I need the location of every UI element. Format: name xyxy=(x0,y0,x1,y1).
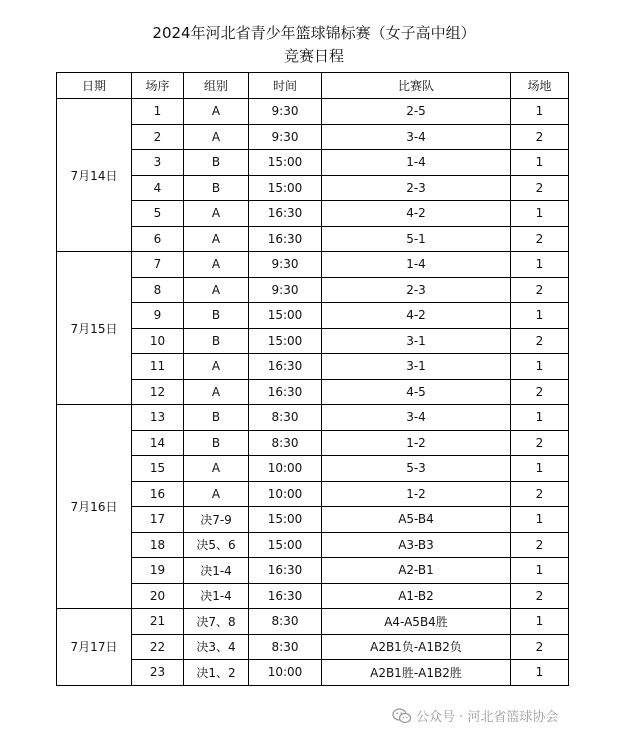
table-row xyxy=(57,124,569,150)
table-row xyxy=(57,226,569,252)
cell-court: 2 xyxy=(511,175,569,201)
cell-seq: 16 xyxy=(132,481,184,507)
cell-seq: 18 xyxy=(132,532,184,558)
schedule-table xyxy=(56,72,569,686)
cell-time: 16:30 xyxy=(249,354,322,380)
cell-group: A xyxy=(184,252,249,278)
cell-seq: 13 xyxy=(132,405,184,431)
cell-seq: 11 xyxy=(132,354,184,380)
cell-teams: 1-2 xyxy=(322,481,511,507)
cell-time: 8:30 xyxy=(249,405,322,431)
cell-group: B xyxy=(184,430,249,456)
cell-time: 8:30 xyxy=(249,430,322,456)
table-body xyxy=(57,99,569,686)
header-seq: 场序 xyxy=(132,73,184,99)
cell-court: 1 xyxy=(511,558,569,584)
cell-group: A xyxy=(184,201,249,227)
cell-court: 2 xyxy=(511,277,569,303)
cell-date: 7月15日 xyxy=(57,252,132,405)
cell-court: 1 xyxy=(511,507,569,533)
cell-court: 1 xyxy=(511,201,569,227)
cell-teams: 1-2 xyxy=(322,430,511,456)
cell-court: 2 xyxy=(511,379,569,405)
table-row xyxy=(57,558,569,584)
cell-group: B xyxy=(184,175,249,201)
table-row xyxy=(57,634,569,660)
cell-teams: 1-4 xyxy=(322,150,511,176)
cell-group: B xyxy=(184,150,249,176)
cell-seq: 12 xyxy=(132,379,184,405)
cell-date: 7月14日 xyxy=(57,99,132,252)
cell-seq: 3 xyxy=(132,150,184,176)
cell-group: B xyxy=(184,405,249,431)
cell-time: 15:00 xyxy=(249,507,322,533)
cell-court: 1 xyxy=(511,660,569,686)
cell-teams: 4-2 xyxy=(322,201,511,227)
cell-teams: 4-5 xyxy=(322,379,511,405)
header-time: 时间 xyxy=(249,73,322,99)
cell-teams: 4-2 xyxy=(322,303,511,329)
cell-time: 15:00 xyxy=(249,150,322,176)
table-row xyxy=(57,481,569,507)
cell-group: 决7-9 xyxy=(184,507,249,533)
cell-time: 15:00 xyxy=(249,303,322,329)
cell-time: 9:30 xyxy=(249,252,322,278)
cell-seq: 22 xyxy=(132,634,184,660)
cell-court: 1 xyxy=(511,405,569,431)
cell-time: 16:30 xyxy=(249,583,322,609)
table-row xyxy=(57,150,569,176)
table-row xyxy=(57,354,569,380)
table-row xyxy=(57,660,569,686)
table-row xyxy=(57,277,569,303)
cell-group: 决3、4 xyxy=(184,634,249,660)
cell-group: A xyxy=(184,99,249,125)
cell-court: 2 xyxy=(511,634,569,660)
header-court: 场地 xyxy=(511,73,569,99)
cell-court: 1 xyxy=(511,252,569,278)
cell-group: A xyxy=(184,124,249,150)
cell-seq: 7 xyxy=(132,252,184,278)
cell-group: A xyxy=(184,456,249,482)
table-row xyxy=(57,430,569,456)
cell-seq: 19 xyxy=(132,558,184,584)
cell-court: 2 xyxy=(511,226,569,252)
table-row xyxy=(57,532,569,558)
cell-teams: A4-A5B4胜 xyxy=(322,609,511,635)
cell-time: 16:30 xyxy=(249,226,322,252)
table-header xyxy=(57,73,569,99)
cell-seq: 10 xyxy=(132,328,184,354)
cell-teams: A2-B1 xyxy=(322,558,511,584)
header-row xyxy=(57,73,569,99)
cell-teams: 5-3 xyxy=(322,456,511,482)
cell-time: 8:30 xyxy=(249,634,322,660)
cell-court: 1 xyxy=(511,150,569,176)
cell-group: A xyxy=(184,354,249,380)
table-row xyxy=(57,175,569,201)
cell-time: 15:00 xyxy=(249,328,322,354)
cell-seq: 23 xyxy=(132,660,184,686)
table-row xyxy=(57,303,569,329)
cell-court: 1 xyxy=(511,99,569,125)
table-row xyxy=(57,201,569,227)
cell-seq: 6 xyxy=(132,226,184,252)
cell-seq: 5 xyxy=(132,201,184,227)
cell-teams: 5-1 xyxy=(322,226,511,252)
cell-seq: 4 xyxy=(132,175,184,201)
cell-time: 15:00 xyxy=(249,175,322,201)
cell-group: A xyxy=(184,277,249,303)
table-row xyxy=(57,379,569,405)
cell-time: 10:00 xyxy=(249,481,322,507)
cell-court: 1 xyxy=(511,456,569,482)
cell-teams: 3-4 xyxy=(322,124,511,150)
cell-group: 决5、6 xyxy=(184,532,249,558)
table-row xyxy=(57,99,569,125)
cell-group: B xyxy=(184,328,249,354)
cell-teams: 2-5 xyxy=(322,99,511,125)
cell-time: 9:30 xyxy=(249,124,322,150)
cell-court: 2 xyxy=(511,532,569,558)
cell-time: 8:30 xyxy=(249,609,322,635)
cell-time: 10:00 xyxy=(249,456,322,482)
cell-teams: 2-3 xyxy=(322,175,511,201)
wechat-icon xyxy=(392,708,412,724)
cell-court: 2 xyxy=(511,124,569,150)
cell-group: A xyxy=(184,481,249,507)
cell-date: 7月16日 xyxy=(57,405,132,609)
cell-teams: 3-4 xyxy=(322,405,511,431)
cell-group: 决1、2 xyxy=(184,660,249,686)
cell-time: 9:30 xyxy=(249,277,322,303)
cell-seq: 9 xyxy=(132,303,184,329)
cell-teams: A3-B3 xyxy=(322,532,511,558)
watermark-text: 公众号 · 河北省篮球协会 xyxy=(416,710,559,725)
cell-group: 决1-4 xyxy=(184,583,249,609)
header-teams: 比赛队 xyxy=(322,73,511,99)
cell-court: 2 xyxy=(511,328,569,354)
cell-teams: 3-1 xyxy=(322,328,511,354)
cell-time: 16:30 xyxy=(249,558,322,584)
cell-teams: 3-1 xyxy=(322,354,511,380)
cell-time: 15:00 xyxy=(249,532,322,558)
cell-seq: 20 xyxy=(132,583,184,609)
cell-seq: 1 xyxy=(132,99,184,125)
cell-seq: 21 xyxy=(132,609,184,635)
table-row xyxy=(57,507,569,533)
cell-time: 16:30 xyxy=(249,201,322,227)
cell-seq: 15 xyxy=(132,456,184,482)
cell-time: 16:30 xyxy=(249,379,322,405)
cell-court: 2 xyxy=(511,430,569,456)
cell-group: B xyxy=(184,303,249,329)
cell-seq: 8 xyxy=(132,277,184,303)
cell-seq: 17 xyxy=(132,507,184,533)
cell-group: A xyxy=(184,379,249,405)
cell-court: 1 xyxy=(511,354,569,380)
table-row xyxy=(57,252,569,278)
cell-group: A xyxy=(184,226,249,252)
cell-teams: A2B1负-A1B2负 xyxy=(322,634,511,660)
cell-group: 决7、8 xyxy=(184,609,249,635)
cell-seq: 14 xyxy=(132,430,184,456)
watermark xyxy=(392,706,558,725)
table-row xyxy=(57,456,569,482)
cell-time: 9:30 xyxy=(249,99,322,125)
cell-court: 1 xyxy=(511,303,569,329)
header-date: 日期 xyxy=(57,73,132,99)
table-row xyxy=(57,328,569,354)
cell-time: 10:00 xyxy=(249,660,322,686)
header-group: 组别 xyxy=(184,73,249,99)
cell-teams: A1-B2 xyxy=(322,583,511,609)
page-subtitle: 竞赛日程 xyxy=(283,47,344,65)
cell-court: 1 xyxy=(511,609,569,635)
cell-teams: 2-3 xyxy=(322,277,511,303)
cell-date: 7月17日 xyxy=(57,609,132,686)
cell-teams: A2B1胜-A1B2胜 xyxy=(322,660,511,686)
cell-court: 2 xyxy=(511,583,569,609)
table-row xyxy=(57,583,569,609)
cell-seq: 2 xyxy=(132,124,184,150)
cell-court: 2 xyxy=(511,481,569,507)
table-row xyxy=(57,609,569,635)
cell-teams: A5-B4 xyxy=(322,507,511,533)
cell-teams: 1-4 xyxy=(322,252,511,278)
cell-group: 决1-4 xyxy=(184,558,249,584)
page-title: 2024年河北省青少年篮球锦标赛（女子高中组） xyxy=(152,24,476,42)
table-row xyxy=(57,405,569,431)
